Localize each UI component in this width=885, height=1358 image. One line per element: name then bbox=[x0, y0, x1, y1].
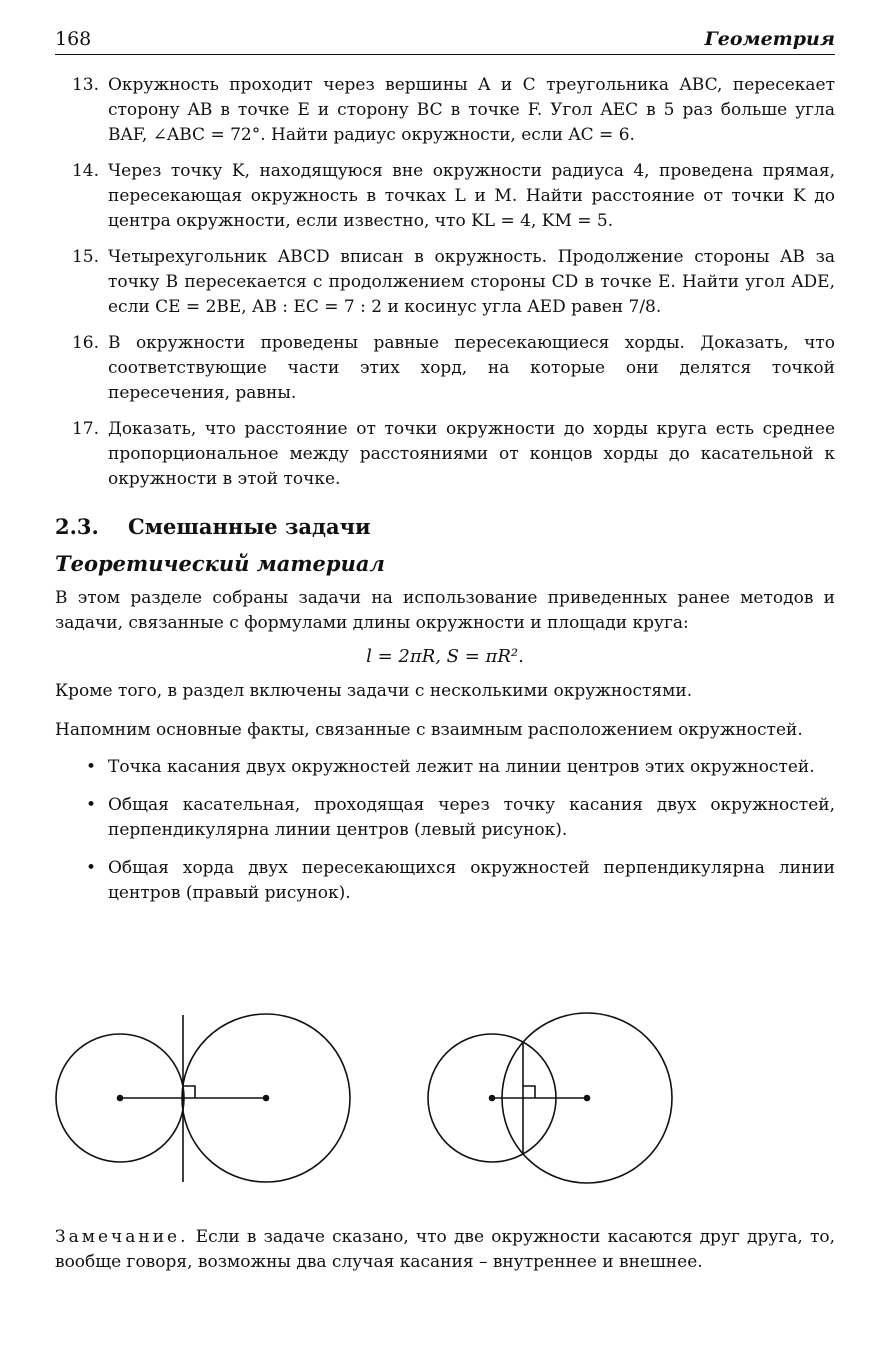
problem-item bbox=[55, 245, 835, 320]
center-point bbox=[490, 1096, 495, 1101]
problem-number: 13. bbox=[71, 75, 99, 95]
section-heading bbox=[55, 514, 835, 539]
problem-item bbox=[55, 417, 835, 492]
problem-number: 16. bbox=[71, 333, 99, 353]
remark-paragraph bbox=[55, 1225, 835, 1275]
paragraph-facts: Напомним основные факты, связанные с взаимным расположением окружностей. bbox=[55, 720, 803, 740]
problem-text: В окружности проведены равные пересекающиеся хорды. Доказать, что соответствующие части этих хорд, на которые они делятся точкой пересечения, равны. bbox=[108, 333, 835, 403]
problem-number: 14. bbox=[71, 161, 99, 181]
problem-text: Четырехугольник ABCD вписан в окружность. Продолжение стороны AB за точку B пересекается с продолжением стороны CD в точке E. Найти угол ADE, если CE = 2BE, AB : EC = 7 : 2 и косинус угла AED равен 7/8. bbox=[108, 247, 835, 317]
circles-figure bbox=[0, 1010, 885, 1200]
fact-text: Точка касания двух окружностей лежит на линии центров этих окружностей. bbox=[108, 757, 815, 777]
fact-item bbox=[55, 755, 835, 780]
problem-text: Через точку K, находящуюся вне окружности радиуса 4, проведена прямая, пересекающая окружность в точках L и M. Найти расстояние от точки K до центра окружности, если известно, что KL = 4, KM = 5. bbox=[108, 161, 835, 231]
remark-text: Если в задаче сказано, что две окружности касаются друг друга, то, вообще говоря, возможны два случая касания – внутреннее и внешнее. bbox=[55, 1227, 836, 1272]
formula: l = 2πR, S = πR². bbox=[366, 646, 524, 667]
fact-list bbox=[55, 755, 835, 906]
tangent-circles-diagram bbox=[56, 1014, 350, 1182]
center-point bbox=[264, 1096, 269, 1101]
problem-list bbox=[55, 73, 835, 492]
right-angle-mark bbox=[183, 1086, 195, 1098]
bullet-icon: • bbox=[85, 858, 96, 878]
bullet-icon: • bbox=[85, 795, 96, 815]
problem-text: Доказать, что расстояние от точки окружности до хорды круга есть среднее пропорциональное между расстояниями от концов хорды до касательной к окружности в этой точке. bbox=[108, 419, 835, 489]
problem-item bbox=[55, 73, 835, 148]
page-header bbox=[55, 28, 835, 55]
fact-text: Общая хорда двух пересекающихся окружностей перпендикулярна линии центров (правый рисунок). bbox=[108, 858, 835, 903]
center-point bbox=[118, 1096, 123, 1101]
problem-number: 17. bbox=[71, 419, 99, 439]
subsection-heading: Теоретический материал bbox=[55, 551, 385, 576]
center-point bbox=[585, 1096, 590, 1101]
fact-text: Общая касательная, проходящая через точку касания двух окружностей, перпендикулярна линии центров (левый рисунок). bbox=[108, 795, 835, 840]
problem-item bbox=[55, 331, 835, 406]
intro-paragraph: В этом разделе собраны задачи на использование приведенных ранее методов и задачи, связанные с формулами длины окружности и площади круга: bbox=[55, 588, 835, 633]
fact-item bbox=[55, 793, 835, 843]
section-title: Смешанные задачи bbox=[128, 514, 371, 539]
section-number: 2.3. bbox=[55, 514, 99, 539]
paragraph-multiple-circles: Кроме того, в раздел включены задачи с несколькими окружностями. bbox=[55, 681, 693, 701]
page bbox=[55, 28, 835, 919]
intersecting-circles-diagram bbox=[428, 1013, 672, 1183]
page-number: 168 bbox=[55, 28, 92, 50]
problem-item bbox=[55, 159, 835, 234]
running-title: Геометрия bbox=[704, 28, 835, 50]
remark-label: Замечание. bbox=[55, 1227, 189, 1247]
bullet-icon: • bbox=[85, 757, 96, 777]
fact-item bbox=[55, 856, 835, 906]
problem-number: 15. bbox=[71, 247, 99, 267]
problem-text: Окружность проходит через вершины A и C треугольника ABC, пересекает сторону AB в точке E и сторону BC в точке F. Угол AEC в 5 раз больше угла BAF, ∠ABC = 72°. Найти радиус окружности, если AC = 6. bbox=[108, 75, 835, 145]
right-angle-mark bbox=[523, 1086, 535, 1098]
